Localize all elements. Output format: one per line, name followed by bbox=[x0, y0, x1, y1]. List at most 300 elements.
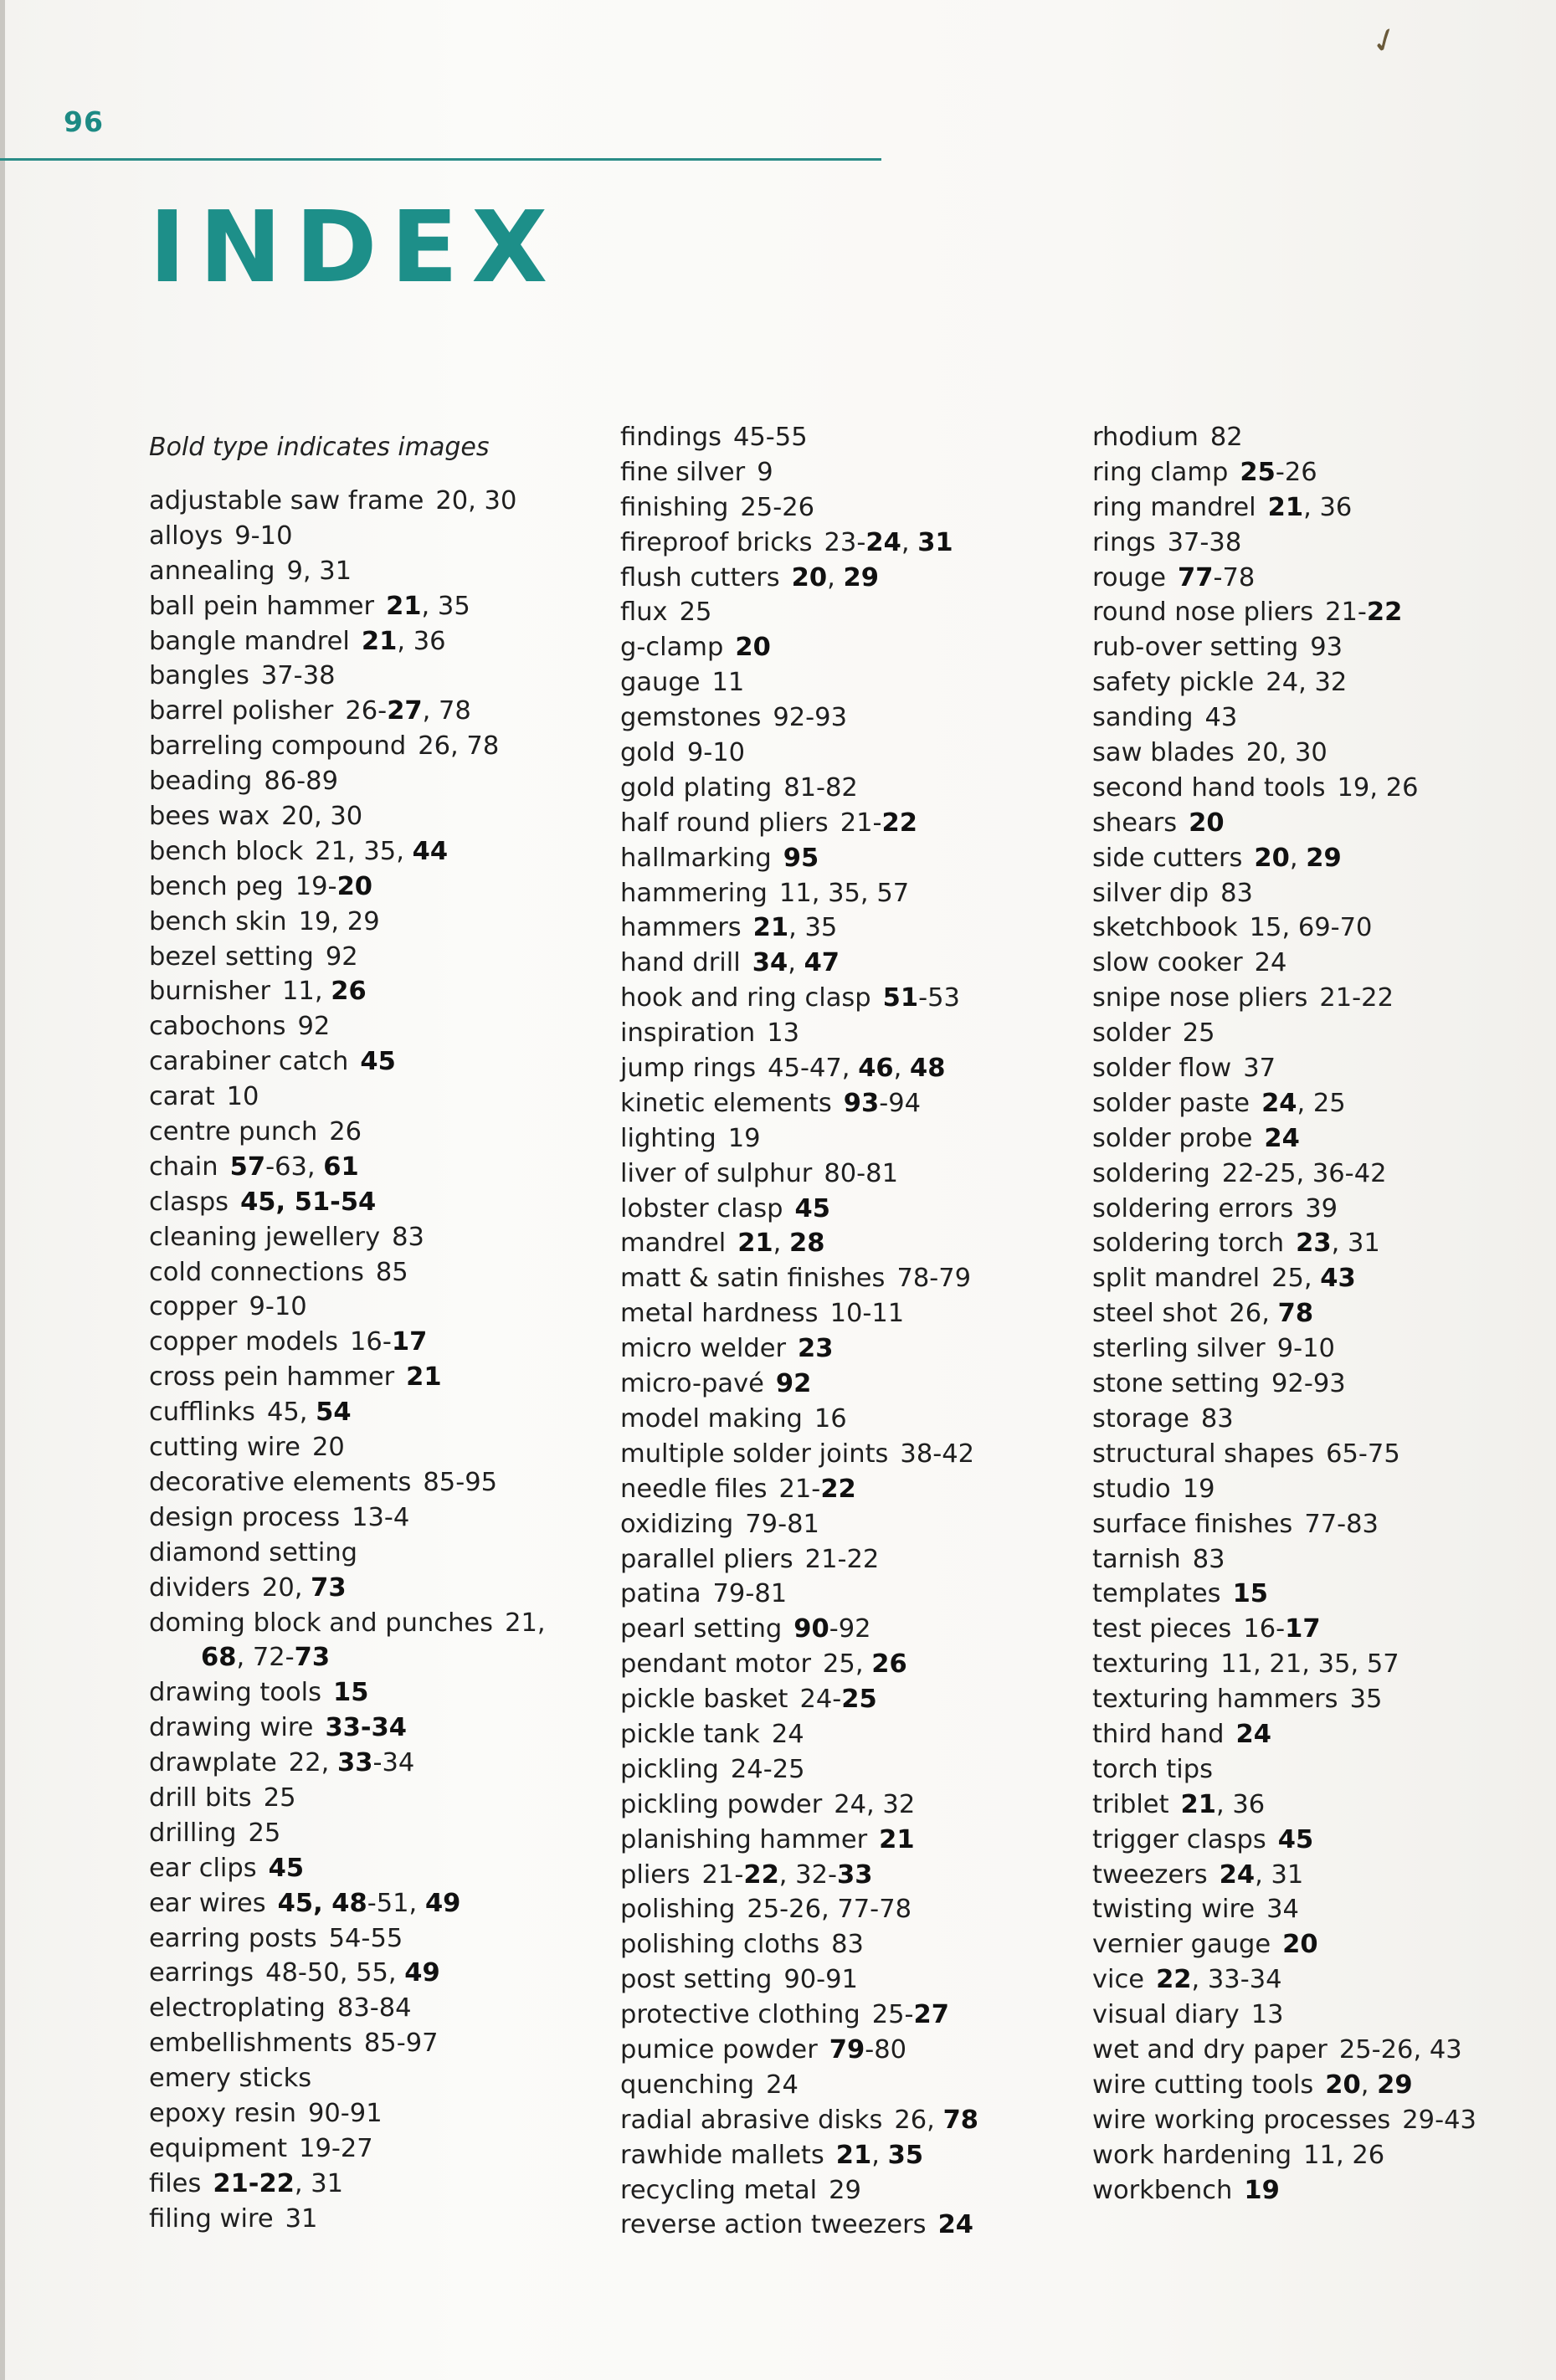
index-entry bbox=[149, 1430, 576, 1465]
text-page-ref: 26- bbox=[345, 696, 388, 726]
image-page-ref: 27 bbox=[913, 2000, 949, 2030]
text-page-ref: 21- bbox=[778, 1474, 821, 1504]
page-references bbox=[360, 1047, 395, 1076]
image-page-ref: 27 bbox=[387, 696, 423, 726]
index-entry bbox=[620, 1157, 1055, 1192]
index-term: test pieces bbox=[1092, 1614, 1232, 1644]
image-page-ref: 21 bbox=[1180, 1789, 1216, 1819]
index-term: quenching bbox=[620, 2070, 755, 2100]
text-page-ref: 54-55 bbox=[328, 1923, 403, 1953]
text-page-ref: , bbox=[901, 527, 918, 557]
image-page-ref: 21 bbox=[406, 1362, 442, 1393]
text-page-ref: 21, bbox=[505, 1608, 546, 1638]
index-term: centre punch bbox=[149, 1117, 318, 1147]
pencil-mark: ✓ bbox=[1365, 18, 1405, 64]
page-references bbox=[731, 1755, 805, 1784]
page-references bbox=[823, 1649, 907, 1679]
index-term: gold plating bbox=[620, 772, 773, 803]
image-page-ref: 17 bbox=[391, 1327, 428, 1357]
page-references bbox=[1304, 1510, 1379, 1539]
page-references bbox=[767, 1018, 799, 1048]
index-entry bbox=[149, 1325, 576, 1360]
index-term: sanding bbox=[1092, 703, 1194, 733]
page-references bbox=[773, 703, 847, 732]
page-references bbox=[364, 2029, 439, 2058]
index-entry bbox=[620, 561, 1055, 596]
page-references bbox=[783, 844, 819, 873]
index-term: visual diary bbox=[1092, 2000, 1240, 2030]
text-page-ref: 20, 30 bbox=[1245, 738, 1327, 768]
page-references bbox=[776, 1369, 811, 1398]
index-term: polishing cloths bbox=[620, 1930, 820, 1960]
index-entry bbox=[149, 1009, 576, 1044]
index-entry bbox=[620, 1577, 1055, 1612]
index-entry bbox=[149, 974, 576, 1009]
page-references bbox=[269, 1854, 304, 1883]
index-term: pliers bbox=[620, 1859, 691, 1890]
image-page-ref: 46 bbox=[858, 1054, 894, 1084]
image-page-ref: 22 bbox=[1156, 1965, 1192, 1995]
page-references bbox=[747, 1895, 912, 1924]
text-page-ref: 20, 30 bbox=[281, 802, 363, 832]
index-entry bbox=[1092, 736, 1544, 771]
image-page-ref: 21 bbox=[737, 1228, 773, 1259]
index-entry bbox=[1092, 490, 1544, 526]
text-page-ref: 81-82 bbox=[783, 772, 858, 803]
text-page-ref: 92 bbox=[325, 941, 358, 972]
text-page-ref: 79-81 bbox=[745, 1509, 819, 1539]
index-entry bbox=[149, 554, 576, 589]
index-term: texturing bbox=[1092, 1649, 1209, 1680]
text-page-ref: 11, bbox=[282, 977, 331, 1007]
page-references bbox=[267, 1398, 352, 1427]
text-page-ref: 45-47, bbox=[768, 1054, 859, 1084]
page-references bbox=[1305, 1194, 1338, 1223]
image-page-ref: 79 bbox=[829, 2034, 865, 2065]
text-page-ref: 13-4 bbox=[352, 1502, 410, 1532]
page-references bbox=[728, 1124, 761, 1153]
text-page-ref: 37-38 bbox=[260, 661, 336, 691]
text-page-ref: -53 bbox=[918, 983, 960, 1013]
index-entry bbox=[620, 1858, 1055, 1893]
text-page-ref: 9, 31 bbox=[286, 556, 352, 586]
page-references bbox=[1236, 1720, 1271, 1749]
index-entry bbox=[1092, 876, 1544, 911]
index-entry bbox=[620, 490, 1055, 526]
index-term: drawing tools bbox=[149, 1678, 322, 1708]
page-references bbox=[1240, 458, 1317, 487]
text-page-ref: 83 bbox=[392, 1222, 424, 1252]
index-entry bbox=[1092, 1612, 1544, 1647]
text-page-ref: -51, bbox=[367, 1888, 425, 1918]
page-references bbox=[844, 1089, 921, 1118]
page-references bbox=[264, 1783, 296, 1813]
text-page-ref: 19- bbox=[295, 871, 337, 901]
image-page-ref: 34 bbox=[752, 948, 788, 978]
text-page-ref: 20 bbox=[435, 486, 469, 515]
index-entry bbox=[1092, 526, 1544, 561]
index-entry bbox=[149, 1675, 576, 1711]
index-term: equipment bbox=[149, 2133, 288, 2163]
page-references bbox=[829, 2176, 861, 2205]
page-references bbox=[299, 907, 380, 936]
index-term: earrings bbox=[149, 1958, 254, 1988]
image-page-ref: 61 bbox=[323, 1152, 359, 1182]
page-references bbox=[1243, 1614, 1320, 1644]
text-page-ref: 25-26, 43 bbox=[1338, 2034, 1462, 2065]
index-entry bbox=[149, 729, 576, 764]
index-term: carabiner catch bbox=[149, 1047, 349, 1077]
index-entry bbox=[620, 1226, 1055, 1261]
text-page-ref: 79-81 bbox=[712, 1579, 788, 1609]
index-entry bbox=[149, 1500, 576, 1536]
image-page-ref: 95 bbox=[783, 843, 819, 873]
text-page-ref: 13 bbox=[1250, 2000, 1284, 2030]
page-references bbox=[824, 1159, 898, 1188]
image-page-ref: 22 bbox=[1366, 598, 1403, 628]
index-term: post setting bbox=[620, 1965, 773, 1995]
page-references bbox=[333, 1678, 368, 1707]
page-references bbox=[505, 1608, 546, 1638]
index-entry bbox=[149, 2096, 576, 2131]
page-references bbox=[798, 1334, 833, 1363]
index-term: parallel pliers bbox=[620, 1544, 793, 1574]
text-page-ref: 83 bbox=[1220, 878, 1253, 908]
index-term: storage bbox=[1092, 1403, 1189, 1434]
page-references bbox=[1168, 528, 1242, 557]
text-page-ref: 16 bbox=[814, 1403, 847, 1434]
index-term: texturing hammers bbox=[1092, 1685, 1338, 1715]
image-page-ref: 48 bbox=[910, 1054, 946, 1084]
text-page-ref: , 36 bbox=[397, 626, 446, 656]
page-references bbox=[406, 1362, 441, 1392]
page-references bbox=[745, 1510, 819, 1539]
text-page-ref: , 35 bbox=[421, 591, 470, 621]
image-page-ref: 21-22 bbox=[213, 2168, 295, 2198]
index-term: matt & satin finishes bbox=[620, 1264, 886, 1294]
index-term: ring mandrel bbox=[1092, 492, 1256, 522]
page-references bbox=[418, 731, 499, 761]
page-references bbox=[1178, 563, 1255, 592]
text-page-ref: 24, 32 bbox=[834, 1789, 916, 1819]
index-term: saw blades bbox=[1092, 738, 1235, 768]
index-term: second hand tools bbox=[1092, 772, 1326, 803]
image-page-ref: 24 bbox=[1264, 1123, 1300, 1153]
index-entry bbox=[1092, 1927, 1544, 1962]
index-entry bbox=[1092, 1157, 1544, 1192]
text-page-ref: 37-38 bbox=[1167, 527, 1242, 557]
page-references bbox=[768, 1054, 945, 1083]
index-term: files bbox=[149, 2168, 202, 2198]
image-page-ref: 49 bbox=[404, 1958, 440, 1988]
page-references bbox=[779, 1475, 856, 1504]
page-number: 96 bbox=[64, 105, 104, 138]
page-references bbox=[740, 493, 814, 522]
index-entry bbox=[620, 876, 1055, 911]
index-term: hammers bbox=[620, 913, 742, 943]
index-term: lighting bbox=[620, 1123, 716, 1153]
index-term: bench skin bbox=[149, 906, 287, 936]
index-term: protective clothing bbox=[620, 2000, 860, 2030]
index-entry bbox=[620, 1927, 1055, 1962]
text-page-ref: 15, 69-70 bbox=[1249, 913, 1373, 943]
page-references bbox=[831, 1930, 864, 1959]
page-references bbox=[1251, 2000, 1284, 2029]
page-references bbox=[345, 696, 470, 726]
image-page-ref: 51 bbox=[882, 983, 919, 1013]
page-references bbox=[249, 1818, 281, 1848]
index-entry bbox=[1092, 630, 1544, 665]
page-references bbox=[435, 486, 516, 515]
index-term: finishing bbox=[620, 492, 729, 522]
page-references bbox=[753, 913, 838, 942]
text-page-ref: 25, bbox=[1271, 1264, 1321, 1294]
index-entry bbox=[620, 2208, 1055, 2243]
index-term: vice bbox=[1092, 1965, 1145, 1995]
index-entry bbox=[1092, 1402, 1544, 1437]
index-term: stone setting bbox=[1092, 1369, 1261, 1399]
page-references bbox=[299, 2134, 373, 2163]
index-term: doming block and punches bbox=[149, 1608, 494, 1638]
page-references bbox=[325, 1713, 407, 1742]
index-entry bbox=[149, 694, 576, 729]
image-page-ref: 78 bbox=[1277, 1299, 1314, 1329]
index-entry bbox=[149, 2202, 576, 2237]
text-page-ref: , bbox=[893, 1054, 911, 1084]
page-references bbox=[350, 1327, 427, 1357]
image-page-ref: 15 bbox=[1232, 1579, 1269, 1609]
text-page-ref: 80-81 bbox=[824, 1158, 898, 1188]
text-page-ref: 48-50, 55, bbox=[265, 1958, 405, 1988]
text-page-ref: 78-79 bbox=[896, 1264, 972, 1294]
image-page-ref: 73 bbox=[311, 1572, 347, 1603]
page-references bbox=[896, 1264, 971, 1293]
image-page-ref: 21 bbox=[879, 1824, 915, 1854]
text-page-ref: 86-89 bbox=[264, 767, 338, 797]
page-references bbox=[326, 942, 358, 972]
text-page-ref: 21-22 bbox=[804, 1544, 880, 1574]
text-page-ref: 85-95 bbox=[423, 1467, 498, 1497]
index-term: round nose pliers bbox=[1092, 598, 1314, 628]
index-term: design process bbox=[149, 1502, 341, 1532]
image-page-ref: 77 bbox=[1178, 562, 1214, 592]
page-references bbox=[1338, 773, 1419, 803]
index-term: sketchbook bbox=[1092, 913, 1238, 943]
page-references bbox=[1181, 1790, 1266, 1819]
index-term: earring posts bbox=[149, 1923, 317, 1953]
index-term: barrel polisher bbox=[149, 696, 334, 726]
index-entry bbox=[1092, 1823, 1544, 1858]
index-entry bbox=[620, 841, 1055, 876]
page-references bbox=[264, 767, 338, 796]
text-page-ref: 77-83 bbox=[1304, 1509, 1379, 1539]
index-term: pickle basket bbox=[620, 1685, 788, 1715]
index-entry bbox=[1092, 1752, 1544, 1788]
index-term: burnisher bbox=[149, 977, 271, 1007]
index-entry bbox=[149, 1395, 576, 1430]
page-references bbox=[814, 1404, 847, 1434]
index-entry bbox=[1092, 1717, 1544, 1752]
image-page-ref: 33 bbox=[837, 1859, 873, 1890]
page-references bbox=[1204, 703, 1237, 732]
image-page-ref: 45 bbox=[1277, 1824, 1314, 1854]
image-page-ref: 57 bbox=[229, 1152, 266, 1182]
index-term: snipe nose pliers bbox=[1092, 983, 1308, 1013]
text-page-ref: 9-10 bbox=[1276, 1334, 1335, 1364]
page-references bbox=[792, 563, 879, 592]
index-term: soldering bbox=[1092, 1158, 1210, 1188]
image-page-ref: 20 bbox=[1325, 2070, 1361, 2100]
page-references bbox=[376, 1258, 408, 1287]
page-references bbox=[1319, 983, 1394, 1013]
index-entry bbox=[1092, 1507, 1544, 1542]
index-term: cold connections bbox=[149, 1257, 364, 1287]
index-term: slow cooker bbox=[1092, 948, 1243, 978]
page-references bbox=[227, 1082, 259, 1111]
page-references bbox=[1210, 423, 1243, 452]
index-entry bbox=[149, 2026, 576, 2061]
index-term: metal hardness bbox=[620, 1299, 819, 1329]
image-page-ref: 29 bbox=[1306, 843, 1342, 873]
index-term: planishing hammer bbox=[620, 1824, 868, 1854]
image-page-ref: 45 bbox=[268, 1853, 305, 1883]
index-entry bbox=[149, 1080, 576, 1115]
index-entry bbox=[620, 665, 1055, 700]
index-entry bbox=[149, 1465, 576, 1500]
page-references bbox=[315, 837, 448, 866]
text-page-ref: 92-93 bbox=[1271, 1369, 1346, 1399]
page-references bbox=[795, 1194, 830, 1223]
page-references bbox=[295, 872, 372, 901]
image-page-ref: 21 bbox=[1267, 492, 1304, 522]
page-references bbox=[737, 1228, 824, 1258]
index-entry bbox=[620, 1331, 1055, 1367]
index-entry bbox=[620, 2068, 1055, 2103]
page-references bbox=[733, 423, 808, 452]
index-entry bbox=[620, 1823, 1055, 1858]
page-references bbox=[1278, 1825, 1313, 1854]
index-term: split mandrel bbox=[1092, 1264, 1261, 1294]
page-references bbox=[772, 1720, 804, 1749]
text-page-ref: -78 bbox=[1213, 562, 1256, 592]
page-references bbox=[240, 1187, 376, 1217]
page-references bbox=[201, 1643, 330, 1672]
text-page-ref: 24, 32 bbox=[1266, 668, 1348, 698]
text-page-ref: 92 bbox=[297, 1012, 331, 1042]
page-references bbox=[282, 977, 367, 1006]
index-term: wire working processes bbox=[1092, 2105, 1391, 2135]
image-page-ref: 20 bbox=[336, 871, 373, 901]
text-page-ref: , 31 bbox=[1331, 1228, 1380, 1259]
page-references bbox=[840, 808, 917, 838]
text-page-ref: , 33-34 bbox=[1191, 1965, 1282, 1995]
index-entry bbox=[1092, 1892, 1544, 1927]
index-term: cleaning jewellery bbox=[149, 1222, 381, 1252]
index-entry bbox=[149, 1851, 576, 1886]
index-term: diamond setting bbox=[149, 1537, 358, 1567]
page-references bbox=[1277, 1334, 1335, 1363]
text-page-ref: 37 bbox=[1243, 1054, 1276, 1084]
index-entry bbox=[1092, 1051, 1544, 1086]
page-references bbox=[265, 1958, 440, 1988]
index-entry bbox=[1092, 1542, 1544, 1577]
page-references bbox=[278, 1889, 461, 1918]
index-entry bbox=[149, 799, 576, 834]
index-entry bbox=[620, 1402, 1055, 1437]
index-column-2 bbox=[620, 420, 1055, 2243]
index-entry bbox=[620, 1542, 1055, 1577]
text-page-ref: 43 bbox=[1204, 703, 1238, 733]
page-references bbox=[392, 1223, 424, 1252]
text-page-ref: 16- bbox=[1243, 1614, 1286, 1644]
text-page-ref: 20, bbox=[261, 1572, 311, 1603]
index-entry bbox=[149, 1044, 576, 1080]
index-term: rawhide mallets bbox=[620, 2140, 824, 2170]
index-entry bbox=[149, 1711, 576, 1746]
image-page-ref: 25 bbox=[841, 1685, 877, 1715]
page-references bbox=[329, 1117, 362, 1146]
index-term: soldering errors bbox=[1092, 1193, 1294, 1223]
page-references bbox=[1233, 1579, 1268, 1608]
page-references bbox=[1296, 1228, 1380, 1258]
page-references bbox=[1326, 1439, 1400, 1469]
text-page-ref: 26 bbox=[329, 1117, 362, 1147]
text-page-ref: 82 bbox=[1209, 423, 1243, 452]
index-entry bbox=[620, 455, 1055, 490]
index-entry bbox=[620, 2173, 1055, 2208]
page-references bbox=[793, 1614, 870, 1644]
page-references bbox=[713, 1579, 788, 1608]
text-page-ref: 19, 26 bbox=[1337, 772, 1419, 803]
index-term: kinetic elements bbox=[620, 1088, 832, 1118]
index-entry bbox=[620, 806, 1055, 841]
page-references bbox=[386, 592, 470, 621]
text-page-ref: 19 bbox=[1182, 1474, 1215, 1504]
index-entry bbox=[620, 2138, 1055, 2173]
index-term: third hand bbox=[1092, 1719, 1225, 1749]
image-page-ref: 45, 48 bbox=[277, 1888, 367, 1918]
index-term: solder probe bbox=[1092, 1123, 1253, 1153]
page-references bbox=[766, 2070, 799, 2100]
index-entry bbox=[620, 1612, 1055, 1647]
text-page-ref: 10 bbox=[226, 1082, 259, 1112]
index-entry bbox=[620, 1752, 1055, 1788]
image-page-ref: 92 bbox=[775, 1369, 812, 1399]
index-term: annealing bbox=[149, 556, 275, 586]
text-page-ref: , 31 bbox=[294, 2168, 344, 2198]
index-term: micro-pavé bbox=[620, 1369, 764, 1399]
text-page-ref: 39 bbox=[1305, 1193, 1338, 1223]
page-references bbox=[702, 1860, 873, 1890]
page-references bbox=[1189, 808, 1224, 838]
page-references bbox=[285, 2204, 318, 2234]
index-entry bbox=[149, 1746, 576, 1781]
image-page-ref: 20 bbox=[735, 633, 771, 663]
image-page-ref: 20 bbox=[1189, 808, 1225, 838]
text-page-ref: 34 bbox=[1266, 1895, 1299, 1925]
page-references bbox=[783, 1965, 858, 1994]
header-rule bbox=[0, 158, 881, 161]
index-term: cabochons bbox=[149, 1012, 286, 1042]
index-entry bbox=[1092, 1577, 1544, 1612]
text-page-ref: 25 bbox=[263, 1782, 296, 1813]
page-references bbox=[1254, 844, 1341, 873]
text-page-ref: , 31 bbox=[1255, 1859, 1304, 1890]
image-page-ref: 24 bbox=[937, 2210, 974, 2240]
index-term: bench block bbox=[149, 836, 304, 866]
text-page-ref: 25, bbox=[823, 1649, 872, 1680]
index-entry bbox=[620, 946, 1055, 981]
